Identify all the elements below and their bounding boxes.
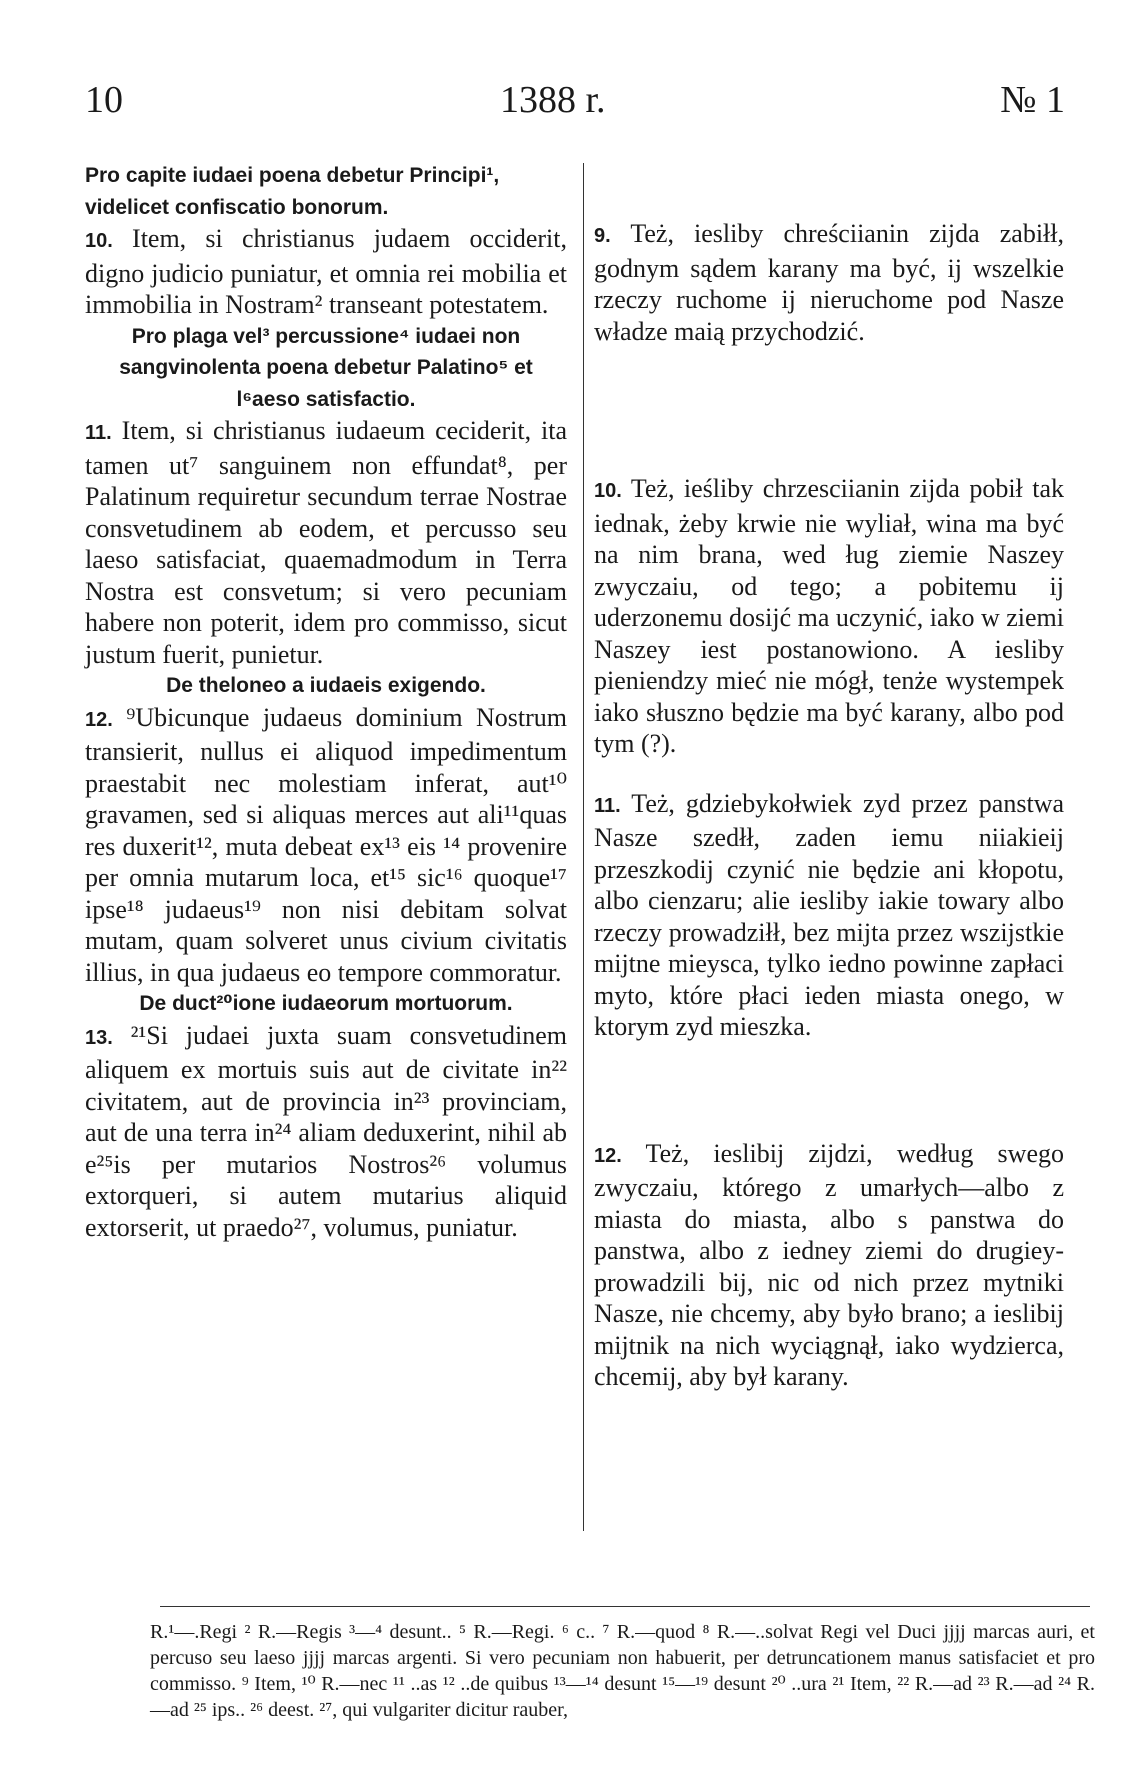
article-text: Też, iesliby chreściianin zijda zabiłł, godnym sądem karany ma być, ij wszelkie rzeczy ruchome ij nieruchome pod Nasze władze maią przychodzić. [594,219,1064,346]
rubric-heading: De duct²⁰ione iudaeorum mortuorum. [139,992,513,1015]
latin-article-11 [85,415,567,670]
page-number: 10 [85,79,123,121]
article-text: Item, si christianus judaem occiderit, digno judicio puniatur, et omnia rei mobilia et immobilia in Nostram² transeant potestatem. [85,224,568,319]
article-text: Też, ieslibij zijdzi, według swego zwyczaiu, którego z umarłych—albo z miasta do miasta, albo s panstwa do panstwa, albo z iedney ziemi do drugiey-prowadzili bij, nic od nich przez mytniki Nasze, nie chcemy, aby było brano; a ieslibij mijtnik na nich wyciągnął, iako wydzierca, chcemij, aby był karany. [594,1138,1064,1391]
article-number: 11. [85,422,112,444]
article-number: 10. [594,480,622,502]
document-year: 1388 r. [500,79,606,121]
article-number: 12. [594,1144,622,1167]
article-text: Też, gdziebykołwiek zyd przez panstwa Nasze szedłł, zaden iemu niiakieij przeszkodij czynić nie będzie ani kłopotu, albo cienzaru; alie iesliby iakie towary albo rzeczy prowadziłł, bez mijta przez wszijstkie mijtne mieysca, tylko iedno powinne zapłaci myto, które płaci ieden miasta onego, w ktorym zyd mieszka. [594,788,1065,1041]
article-text: Też, ieśliby chrzesciianin zijda pobił tak iednak, żeby krwie nie wyliał, wina ma być na nim brana, wed ług ziemie Naszey zwyczaiu, od tego; a pobitemu ij uderzonemu dosijć ma uczynić, iako w ziemi Naszey iest postanowiono. A iesliby pieniendzy mieć nie mógł, tenże wystempek iako słuszno będzie ma być karany, albo pod tym (?). [594,474,1065,758]
article-text: Item, si christianus iudaeum ceciderit, ita tamen ut⁷ sanguinem non effundat⁸, per Palatinum requiretur secundum terrae Nostrae consvetudinem ab eodem, et percusso seu laeso satisfaciat, quaemadmodum in Terra Nostra est consvetum; si vero pecuniam habere non poterit, idem pro commisso, sicut justum fuerit, punietur. [85,416,568,669]
polish-article-12 [594,1138,1064,1393]
polish-article-10 [594,473,1064,760]
polish-article-9 [594,218,1064,347]
rubric-heading: De theloneo a iudaeis exigendo. [166,674,486,697]
polish-article-11 [594,788,1064,1043]
rubric-heading: Pro plaga vel³ percussione⁴ iudaei non sangvinolenta poena debetur Palatino⁵ et l⁶aeso satisfactio. [119,324,533,411]
article-text: ⁹Ubicunque judaeus dominium Nostrum transierit, nullus ei aliquod impedimentum praestabit nec molestiam inferat, aut¹⁰ gravamen, sed si aliquas merces aut ali¹¹quas res duxerit¹², muta debeat ex¹³ eis ¹⁴ provenire per omnia mutarum loca, et¹⁵ sic¹⁶ quoque¹⁷ ipse¹⁸ judaeus¹⁹ non nisi debitam solvat mutam, quam solveret unus civium civitatis illius, in qua judaeus eo tempore commoratur. [85,702,567,987]
polish-column [594,160,1064,1393]
article-number: 9. [594,225,611,247]
rubric-heading: Pro capite iudaei poena debetur Principi¹, videlicet confiscatio bonorum. [85,164,500,219]
article-number: 10. [85,230,113,252]
latin-article-13 [85,1020,567,1244]
article-number: 12. [85,708,113,731]
latin-article-10 [85,223,567,321]
latin-article-12 [85,702,567,989]
article-text: ²¹Si judaei juxta suam consvetudinem aliquem ex mortuis suis aut de civitate in²² civitatem, aut de provincia in²³ provinciam, aut de una terra in²⁴ aliam deduxerint, nihil ab e²⁵is per mutarios Nostros²⁶ volumus extorqueri, si autem mutarius aliquid extorserit, ut praedo²⁷, volumus, puniatur. [85,1020,567,1242]
latin-column [85,160,567,1243]
footnotes: R.¹—.Regi ² R.—Regis ³—⁴ desunt.. ⁵ R.—Regi. ⁶ c.. ⁷ R.—quod ⁸ R.—..solvat Regi vel Duci jjjj marcas auri, et percuso seu laeso jjjj marcas argenti. Si vero pecuniam non habuerit, per detruncationem manus satisfaciet et pro commisso. ⁹ Item, ¹⁰ R.—nec ¹¹ ..as ¹² ..de quibus ¹³—¹⁴ desunt ¹⁵—¹⁹ desunt ²⁰ ..ura ²¹ Item, ²² R.—ad ²³ R.—ad ²⁴ R.—ad ²⁵ ips.. ²⁶ deest. ²⁷, qui vulgariter dicitur rauber, [150,1621,1095,1721]
column-divider [583,163,584,1531]
article-number: 11. [594,794,621,817]
footnote-rule [160,1606,1090,1607]
page-header [85,78,1065,128]
document-number: № 1 [1000,79,1065,121]
article-number: 13. [85,1026,113,1049]
